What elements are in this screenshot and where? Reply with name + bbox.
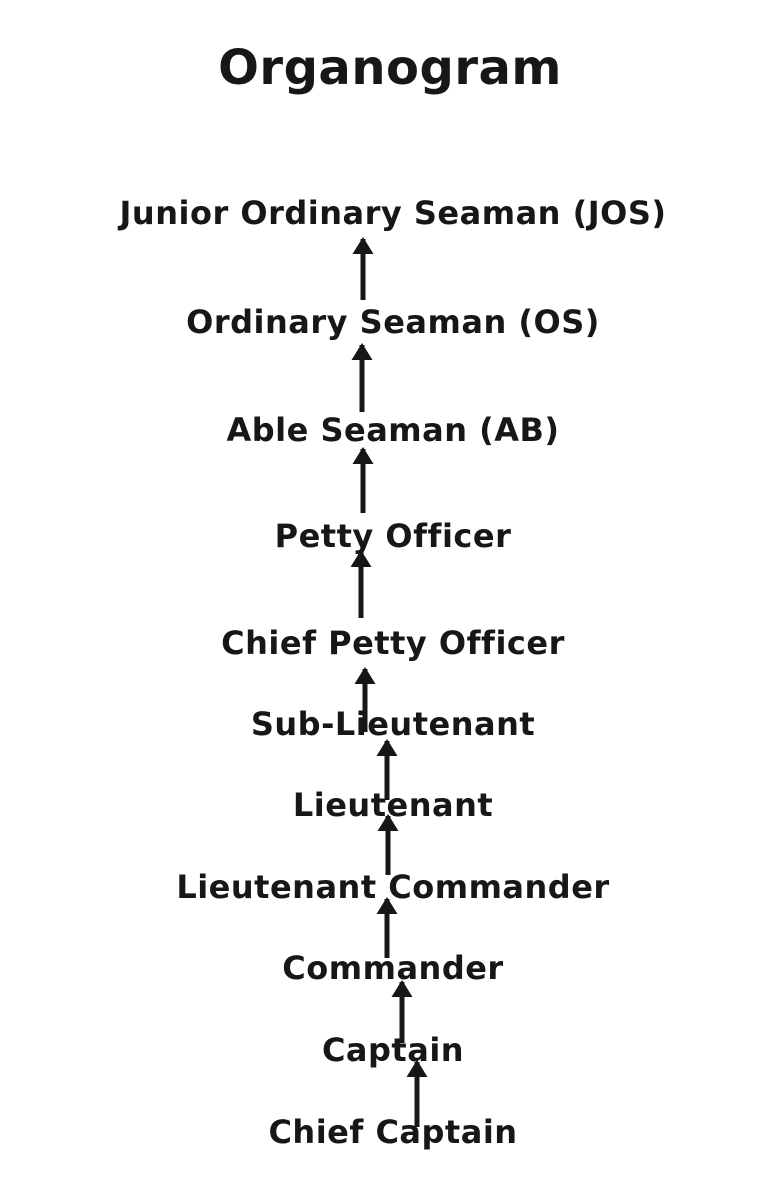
rank-label-petty-officer: Petty Officer: [274, 517, 512, 555]
rank-label-able-seaman: Able Seaman (AB): [226, 411, 560, 449]
rank-label-sub-lieutenant: Sub-Lieutenant: [250, 705, 536, 743]
rank-label-lieutenant-commander: Lieutenant Commander: [176, 868, 610, 906]
rank-label-chief-petty-officer: Chief Petty Officer: [221, 624, 565, 662]
rank-label-commander: Commander: [282, 949, 504, 987]
rank-label-chief-captain: Chief Captain: [268, 1113, 518, 1151]
page-title: Organogram: [218, 40, 562, 96]
rank-label-ordinary-seaman: Ordinary Seaman (OS): [186, 303, 600, 341]
rank-label-captain: Captain: [321, 1031, 465, 1069]
rank-label-junior-ordinary-seaman: Junior Ordinary Seaman (JOS): [119, 194, 667, 232]
rank-label-lieutenant: Lieutenant: [292, 786, 494, 824]
